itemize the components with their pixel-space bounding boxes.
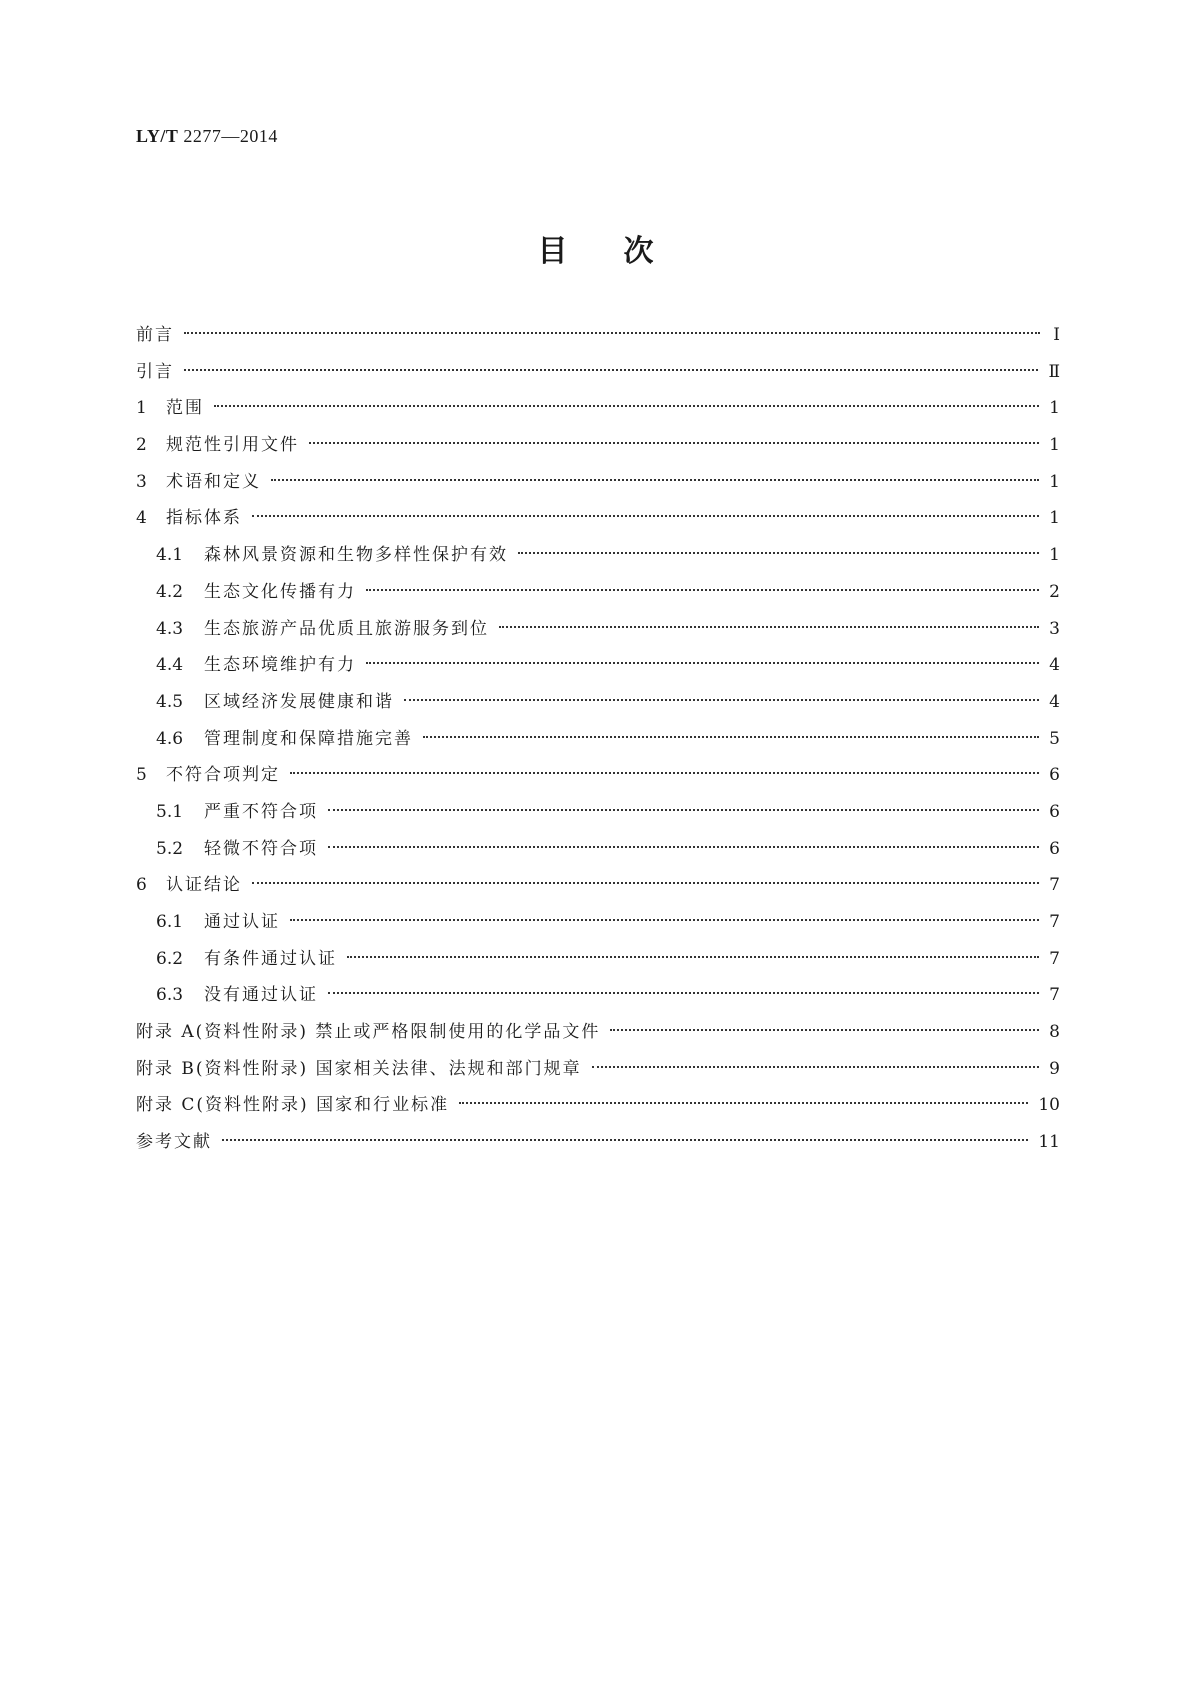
toc-entry[interactable] — [136, 396, 1060, 433]
toc-entry[interactable] — [136, 470, 1060, 507]
standard-number: 2277—2014 — [183, 126, 278, 146]
dot-leader — [610, 1029, 1039, 1031]
toc-entry-title: 认证结论 — [166, 875, 242, 896]
toc-entry-page: 7 — [1049, 875, 1060, 896]
dot-leader — [328, 846, 1039, 848]
toc-entry[interactable] — [136, 323, 1060, 360]
toc-entry-title: 管理制度和保障措施完善 — [204, 728, 413, 749]
dot-leader — [518, 552, 1039, 554]
dot-leader — [328, 992, 1039, 994]
toc-entry[interactable] — [136, 690, 1060, 727]
toc-entry-page: 6 — [1049, 765, 1060, 786]
toc-entry[interactable] — [136, 1057, 1060, 1094]
toc-entry-page: 3 — [1049, 618, 1060, 639]
toc-entry-title: 引言 — [136, 361, 174, 382]
toc-entry[interactable] — [136, 506, 1060, 543]
toc-entry-page: 10 — [1038, 1095, 1060, 1116]
toc-entry-title: 不符合项判定 — [166, 765, 280, 786]
toc-entry-title: 规范性引用文件 — [166, 435, 299, 456]
toc-entry-number: 4 — [136, 508, 147, 529]
toc-entry-page: 7 — [1049, 985, 1060, 1006]
dot-leader — [222, 1139, 1028, 1141]
toc-entry[interactable] — [136, 873, 1060, 910]
toc-entry[interactable] — [136, 910, 1060, 947]
dot-leader — [328, 809, 1039, 811]
toc-entry-number: 2 — [136, 435, 147, 456]
toc-entry-number: 5.1 — [156, 801, 184, 822]
toc-entry[interactable] — [136, 800, 1060, 837]
toc-entry[interactable] — [136, 543, 1060, 580]
dot-leader — [184, 369, 1038, 371]
toc-entry-number: 4.1 — [156, 545, 184, 566]
toc-entry[interactable] — [136, 837, 1060, 874]
toc-entry-page: 6 — [1049, 838, 1060, 859]
toc-entry-page: 1 — [1049, 398, 1060, 419]
toc-entry-page: 6 — [1049, 801, 1060, 822]
toc-entry-title: 生态旅游产品优质且旅游服务到位 — [204, 618, 489, 639]
toc-entry-page: 7 — [1049, 948, 1060, 969]
dot-leader — [214, 405, 1039, 407]
toc-entry-title: 严重不符合项 — [204, 801, 318, 822]
toc-entry-page: Ⅱ — [1048, 361, 1060, 382]
dot-leader — [290, 772, 1039, 774]
toc-entry[interactable] — [136, 763, 1060, 800]
dot-leader — [459, 1102, 1028, 1104]
standard-prefix: LY/T — [136, 126, 179, 146]
toc-entry[interactable] — [136, 983, 1060, 1020]
dot-leader — [252, 882, 1039, 884]
table-of-contents — [136, 323, 1060, 1167]
dot-leader — [252, 515, 1039, 517]
dot-leader — [499, 626, 1039, 628]
toc-entry-number: 6 — [136, 875, 147, 896]
toc-entry-title: 轻微不符合项 — [204, 838, 318, 859]
toc-entry[interactable] — [136, 1093, 1060, 1130]
toc-entry-page: 7 — [1049, 912, 1060, 932]
toc-entry-number: 3 — [136, 471, 147, 492]
toc-entry-number: 4.4 — [156, 655, 184, 676]
toc-entry-page: 4 — [1049, 691, 1060, 712]
toc-entry-title: 通过认证 — [204, 912, 280, 932]
toc-entry-title: 森林风景资源和生物多样性保护有效 — [204, 545, 508, 566]
dot-leader — [366, 662, 1039, 664]
toc-entry-number: 4.5 — [156, 691, 184, 712]
toc-entry-number: 1 — [136, 398, 147, 419]
toc-entry-number: 4.6 — [156, 728, 184, 749]
toc-entry-page: 1 — [1049, 545, 1060, 566]
toc-entry[interactable] — [136, 1130, 1060, 1167]
toc-entry-title: 区域经济发展健康和谐 — [204, 691, 394, 712]
toc-entry-page: 2 — [1049, 581, 1060, 602]
dot-leader — [366, 589, 1039, 591]
toc-entry-page: 4 — [1049, 655, 1060, 676]
toc-entry-page: 1 — [1049, 508, 1060, 529]
toc-entry[interactable] — [136, 653, 1060, 690]
toc-entry-title: 附录 C(资料性附录) 国家和行业标准 — [136, 1095, 450, 1116]
dot-leader — [347, 956, 1039, 958]
page-title: 目次 — [537, 234, 710, 269]
toc-entry-number: 5.2 — [156, 838, 184, 859]
dot-leader — [184, 332, 1040, 334]
toc-entry-number: 4.3 — [156, 618, 184, 639]
toc-entry[interactable] — [136, 580, 1060, 617]
toc-entry-title: 范围 — [166, 398, 204, 419]
toc-entry[interactable] — [136, 433, 1060, 470]
dot-leader — [309, 442, 1039, 444]
toc-entry-title: 附录 A(资料性附录) 禁止或严格限制使用的化学品文件 — [136, 1022, 601, 1043]
toc-entry-page: 1 — [1049, 435, 1060, 456]
dot-leader — [423, 736, 1039, 738]
dot-leader — [290, 919, 1039, 921]
toc-entry-title: 前言 — [136, 325, 174, 345]
toc-entry-title: 生态环境维护有力 — [204, 655, 356, 676]
toc-entry[interactable] — [136, 360, 1060, 397]
dot-leader — [271, 479, 1039, 481]
toc-entry-title: 生态文化传播有力 — [204, 581, 356, 602]
dot-leader — [592, 1066, 1040, 1068]
toc-entry-number: 6.1 — [156, 912, 184, 932]
toc-entry-number: 4.2 — [156, 581, 184, 602]
document-code — [136, 126, 278, 147]
toc-entry-title: 参考文献 — [136, 1132, 212, 1153]
toc-entry-number: 6.3 — [156, 985, 184, 1006]
toc-entry-page: 1 — [1049, 471, 1060, 492]
toc-entry[interactable] — [136, 1020, 1060, 1057]
toc-entry-title: 附录 B(资料性附录) 国家相关法律、法规和部门规章 — [136, 1058, 582, 1079]
toc-entry-title: 指标体系 — [166, 508, 242, 529]
toc-entry-page: 5 — [1049, 728, 1060, 749]
toc-entry-number: 5 — [136, 765, 147, 786]
toc-entry[interactable] — [136, 727, 1060, 764]
toc-entry[interactable] — [136, 947, 1060, 984]
toc-entry[interactable] — [136, 617, 1060, 654]
toc-entry-title: 术语和定义 — [166, 471, 261, 492]
toc-entry-page: 9 — [1049, 1058, 1060, 1079]
dot-leader — [404, 699, 1039, 701]
toc-entry-title: 没有通过认证 — [204, 985, 318, 1006]
toc-entry-page: 11 — [1038, 1132, 1060, 1153]
toc-entry-number: 6.2 — [156, 948, 184, 969]
toc-entry-title: 有条件通过认证 — [204, 948, 337, 969]
toc-entry-page: 8 — [1049, 1022, 1060, 1043]
toc-entry-page: Ⅰ — [1053, 325, 1060, 345]
